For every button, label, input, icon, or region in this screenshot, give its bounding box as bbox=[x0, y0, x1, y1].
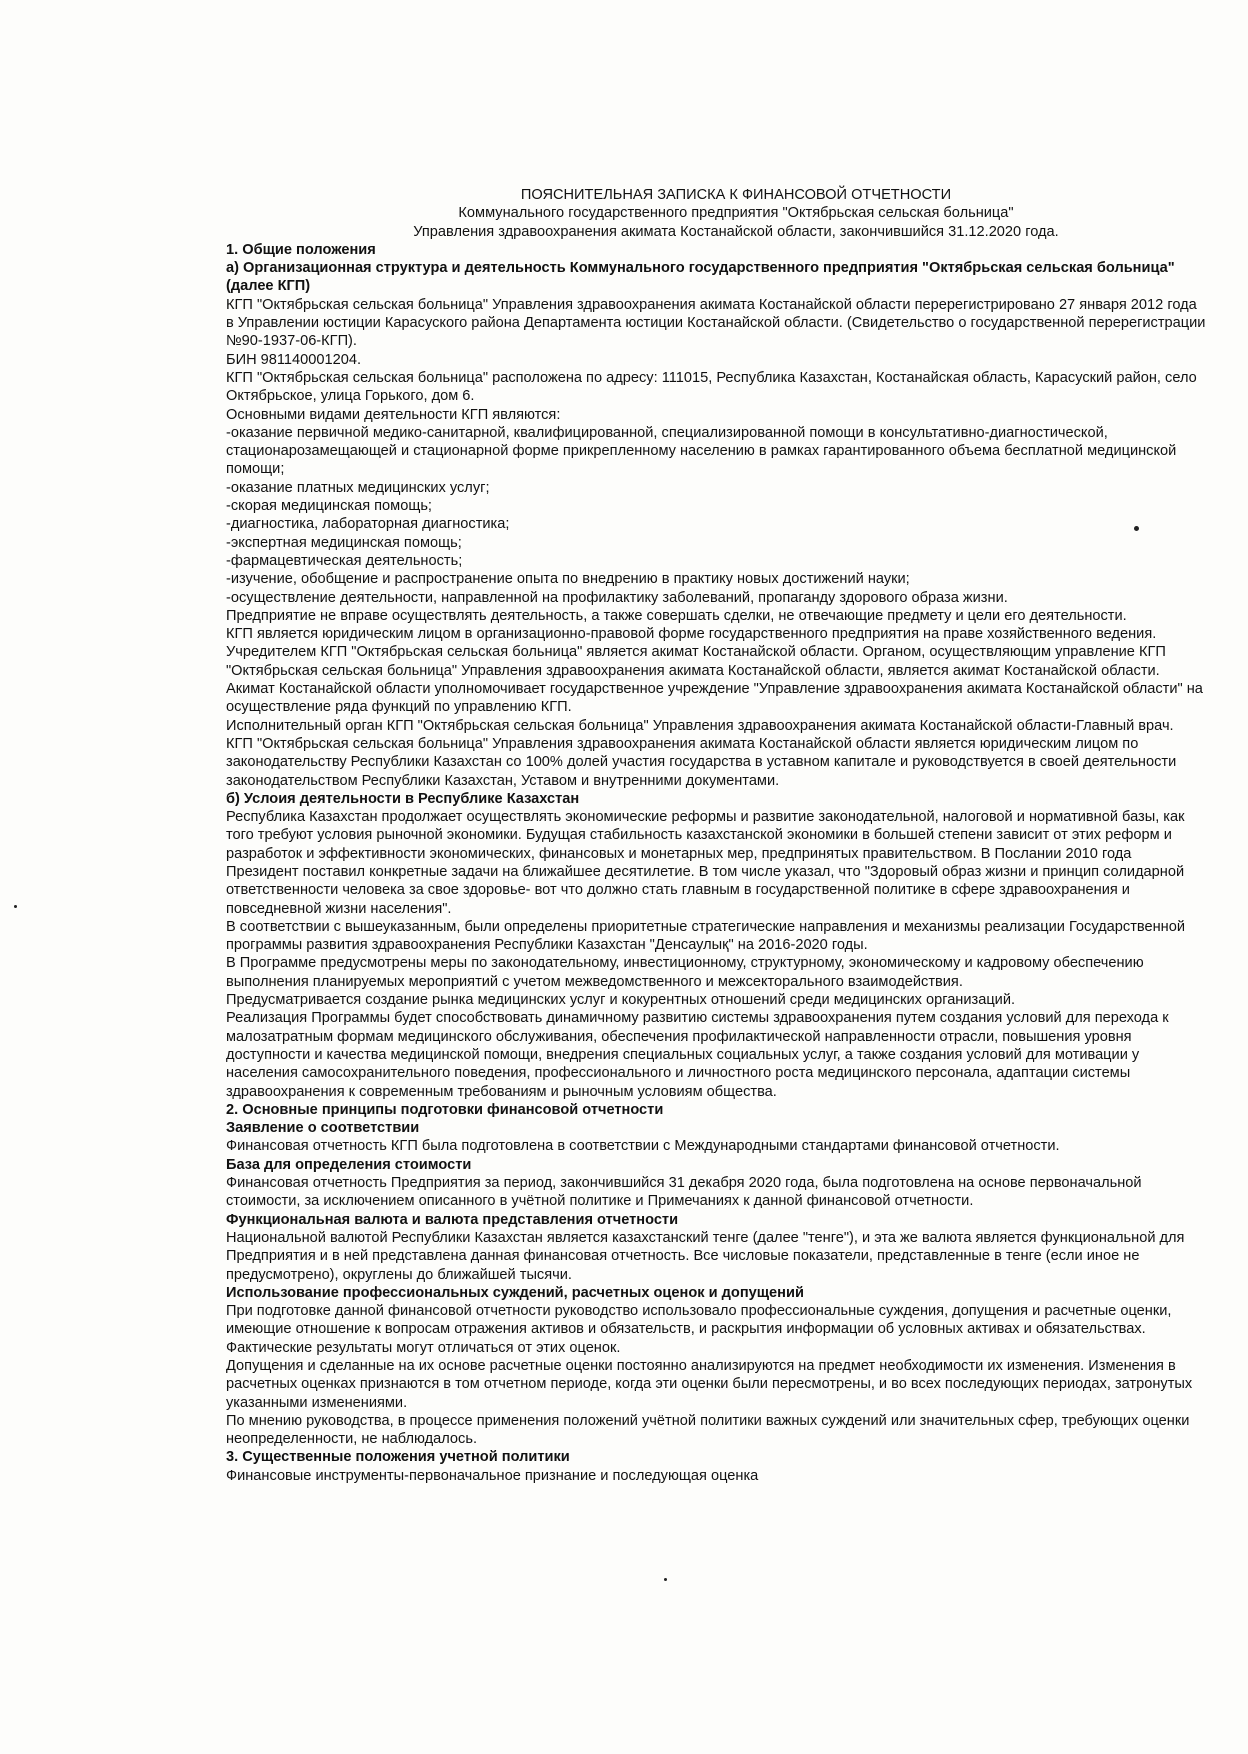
paragraph: Учредителем КГП "Октябрьская сельская больница" является акимат Костанайской области. Органом, осуществляющим управление КГП "Октябрьская сельская больница" Управления здравоохранения акимата Костанайской области, является акимат Костанайской области. Акимат Костанайской области уполномочивает государственное учреждение "Управление здравоохранения акимата Костанайской области" на осуществление ряда функций по управлению КГП. bbox=[226, 644, 1203, 716]
paragraph: Финансовая отчетность КГП была подготовлена в соответствии с Международными стандартами финансовой отчетности. bbox=[226, 1138, 1060, 1155]
paragraph: -экспертная медицинская помощь; bbox=[226, 534, 462, 551]
paragraph: -диагностика, лабораторная диагностика; bbox=[226, 516, 510, 533]
section-heading: Заявление о соответствии bbox=[226, 1120, 420, 1137]
paragraph: -оказание первичной медико-санитарной, квалифицированной, специализированной помощи в консультативно-диагностической, стационарозамещающей и стационарной форме прикрепленному населению в рамках гарантированного объема бесплатной медицинской помощи; bbox=[226, 424, 1177, 478]
document-paragraphs bbox=[226, 241, 1206, 1485]
document-header bbox=[266, 186, 1206, 241]
paragraph: Исполнительный орган КГП "Октябрьская сельская больница" Управления здравоохранения акимата Костанайской области-Главный врач. bbox=[226, 717, 1174, 734]
paragraph: Основными видами деятельности КГП являются: bbox=[226, 406, 561, 423]
paragraph: Допущения и сделанные на их основе расчетные оценки постоянно анализируются на предмет необходимости их изменения. Изменения в расчетных оценках признаются в том отчетном периоде, когда эти оценки были пересмотрены, и во всех последующих периодах, затронутых указанными изменениями. bbox=[226, 1358, 1193, 1411]
section-heading: 3. Существенные положения учетной политики bbox=[226, 1449, 570, 1466]
section-heading: Использование профессиональных суждений, расчетных оценок и допущений bbox=[226, 1284, 804, 1301]
section-heading: 1. Общие положения bbox=[226, 241, 376, 258]
paragraph: КГП является юридическим лицом в организационно-правовой форме государственного предприятия на праве хозяйственного ведения. bbox=[226, 626, 1157, 643]
paragraph: Предусматривается создание рынка медицинских услуг и кокурентных отношений среди медицинских организаций. bbox=[226, 992, 1016, 1009]
document-subtitle-organization: Коммунального государственного предприятия "Октябрьская сельская больница" bbox=[458, 205, 1014, 222]
paragraph: В Программе предусмотрены меры по законодательному, инвестиционному, структурному, экономическому и кадровому обеспечению выполнения планируемых мероприятий с учетом межведомственного и межсекторального взаимодействия. bbox=[226, 955, 1144, 990]
paragraph: Предприятие не вправе осуществлять деятельность, а также совершать сделки, не отвечающие предмету и цели его деятельности. bbox=[226, 607, 1127, 624]
document-title: ПОЯСНИТЕЛЬНАЯ ЗАПИСКА К ФИНАНСОВОЙ ОТЧЕТНОСТИ bbox=[520, 187, 952, 203]
paragraph: При подготовке данной финансовой отчетности руководство использовало профессиональные суждения, допущения и расчетные оценки, имеющие отношение к вопросам отражения активов и обязательств, и раскрытия информации об условных активах и обязательствах. Фактические результаты могут отличаться от этих оценок. bbox=[226, 1303, 1172, 1356]
paragraph: Реализация Программы будет способствовать динамичному развитию системы здравоохранения путем создания условий для перехода к малозатратным формам медицинского обслуживания, обеспечения профилактической направленности отрасли, повышения уровня доступности и качества медицинской помощи, внедрения специальных социальных услуг, а также создания условий для мотивации у населения самосохранительного поведения, профессионального и личностного роста медицинского персонала, адаптации системы здравоохранения к современным требованиям и рыночным условиям общества. bbox=[226, 1010, 1169, 1100]
document-body bbox=[226, 186, 1206, 1485]
paragraph: БИН 981140001204. bbox=[226, 351, 362, 368]
scan-speck bbox=[14, 905, 17, 908]
paragraph: В соответствии с вышеуказанным, были определены приоритетные стратегические направления и механизмы реализации Государственной программы развития здравоохранения Республики Казахстан "Денсаулық" на 2016-2020 годы. bbox=[226, 918, 1185, 954]
paragraph: КГП "Октябрьская сельская больница" Управления здравоохранения акимата Костанайской области является юридическим лицом по законодательству Республики Казахстан со 100% долей участия государства в уставном капитале и руководствуется в своей деятельности законодательством Республики Казахстан, Уставом и внутренними документами. bbox=[226, 735, 1177, 789]
section-heading: База для определения стоимости bbox=[226, 1156, 472, 1173]
paragraph: По мнению руководства, в процессе применения положений учётной политики важных суждений или значительных сфер, требующих оценки неопределенности, не наблюдалось. bbox=[226, 1412, 1190, 1448]
paragraph: -фармацевтическая деятельность; bbox=[226, 552, 463, 569]
section-heading: а) Организационная структура и деятельность Коммунального государственного предприятия "Октябрьская сельская больница" (далее КГП) bbox=[226, 260, 1175, 295]
paragraph: Республика Казахстан продолжает осуществлять экономические реформы и развитие законодательной, налоговой и нормативной базы, как того требуют условия рыночной экономики. Будущая стабильность казахстанской экономики в большей степени зависит от этих реформ и разработок и эффективности экономических, финансовых и монетарных мер, предпринятых правительством. В Послании 2010 года Президент поставил конкретные задачи на ближайшее десятилетие. В том числе указал, что "Здоровый образ жизни и принцип солидарной ответственности человека за свое здоровье- вот что должно стать главным в государственной политике в сфере здравоохранения и повседневной жизни населения". bbox=[226, 809, 1185, 917]
paragraph: -осуществление деятельности, направленной на профилактику заболеваний, пропаганду здорового образа жизни. bbox=[226, 589, 1008, 606]
document-subtitle-period: Управления здравоохранения акимата Костанайской области, закончившийся 31.12.2020 года. bbox=[413, 223, 1059, 240]
paragraph: -изучение, обобщение и распространение опыта по внедрению в практику новых достижений науки; bbox=[226, 571, 910, 588]
paragraph: КГП "Октябрьская сельская больница" расположена по адресу: 111015, Республика Казахстан, Костанайская область, Карасуский район, село Октябрьское, улица Горького, дом 6. bbox=[226, 369, 1197, 405]
section-heading: Функциональная валюта и валюта представления отчетности bbox=[226, 1211, 679, 1228]
section-heading: 2. Основные принципы подготовки финансовой отчетности bbox=[226, 1101, 664, 1118]
paragraph: Финансовая отчетность Предприятия за период, закончившийся 31 декабря 2020 года, была подготовлена на основе первоначальной стоимости, за исключением описанного в учётной политике и Примечаниях к данной финансовой отчетности. bbox=[226, 1175, 1142, 1210]
section-heading: б) Услоия деятельности в Республике Казахстан bbox=[226, 790, 580, 807]
paragraph: -скорая медицинская помощь; bbox=[226, 498, 432, 515]
paragraph: -оказание платных медицинских услуг; bbox=[226, 479, 490, 496]
paragraph: Национальной валютой Республики Казахстан является казахстанский тенге (далее "тенге"), и эта же валюта является функциональной для Предприятия и в ней представлена данная финансовая отчетность. Все числовые показатели, представленные в тенге (если иное не предусмотрено), округлены до ближайшей тысячи. bbox=[226, 1229, 1185, 1283]
scan-speck bbox=[664, 1578, 667, 1581]
paragraph: КГП "Октябрьская сельская больница" Управления здравоохранения акимата Костанайской области перерегистрировано 27 января 2012 года в Управлении юстиции Карасуского района Департамента юстиции Костанайской области. (Свидетельство о государственной перерегистрации №90-1937-06-КГП). bbox=[226, 296, 1206, 350]
paragraph: Финансовые инструменты-первоначальное признание и последующая оценка bbox=[226, 1467, 759, 1484]
